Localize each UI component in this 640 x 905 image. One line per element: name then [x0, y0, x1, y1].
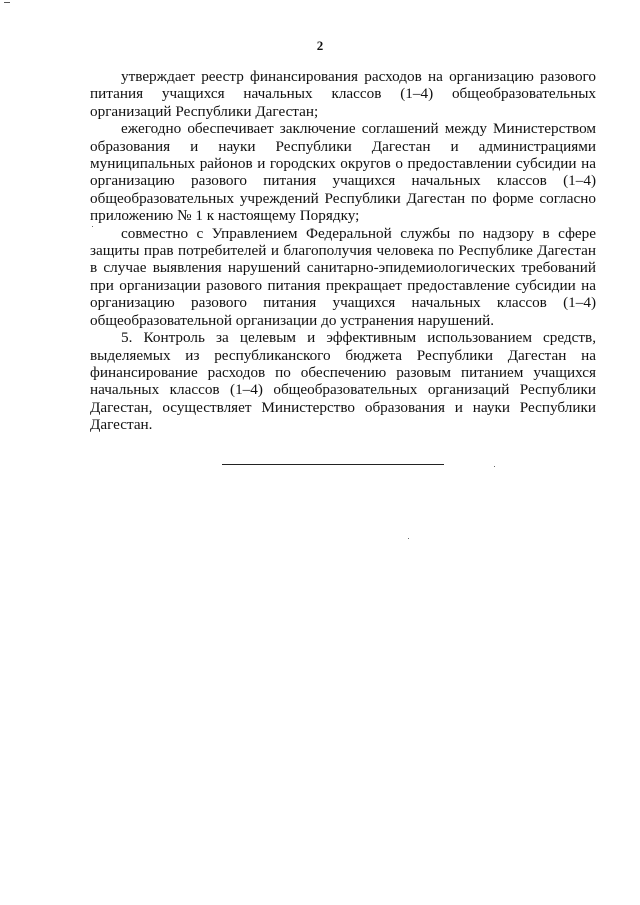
scan-speck: [92, 226, 93, 227]
end-of-text-rule: [222, 464, 444, 465]
paragraph-registry: утверждает реестр финансирования расходов на организацию разового питания учащихся начальных классов (1–4) общеобразовательных организаций Республики Дагестан;: [90, 68, 596, 120]
paragraph-agreements: ежегодно обеспечивает заключение соглашений между Министерством образования и науки Республики Дагестан и администрациями муниципальных районов и городских округов о предоставлении субсидии на организацию разового питания учащихся начальных классов (1–4) общеобразовательных учреждений Республики Дагестан по форме согласно приложению № 1 к настоящему Порядку;: [90, 120, 596, 225]
page-number: 2: [316, 38, 324, 53]
scan-speck: [494, 466, 495, 467]
paragraph-supervision: совместно с Управлением Федеральной службы по надзору в сфере защиты прав потребителей и благополучия человека по Республике Дагестан в случае выявления нарушений санитарно-эпидемиологических требований при организации разового питания прекращает предоставление субсидии на организацию разового питания учащихся начальных классов (1–4) общеобразовательной организации до устранения нарушений.: [90, 224, 596, 329]
scan-corner-mark: [4, 2, 10, 3]
document-body: [90, 68, 596, 434]
scan-speck: [408, 538, 409, 539]
paragraph-control: 5. Контроль за целевым и эффективным использованием средств, выделяемых из республиканского бюджета Республики Дагестан на финансирование расходов по обеспечению разовым питанием учащихся начальных классов (1–4) общеобразовательных организаций Республики Дагестан, осуществляет Министерство образования и науки Республики Дагестан.: [90, 329, 596, 434]
